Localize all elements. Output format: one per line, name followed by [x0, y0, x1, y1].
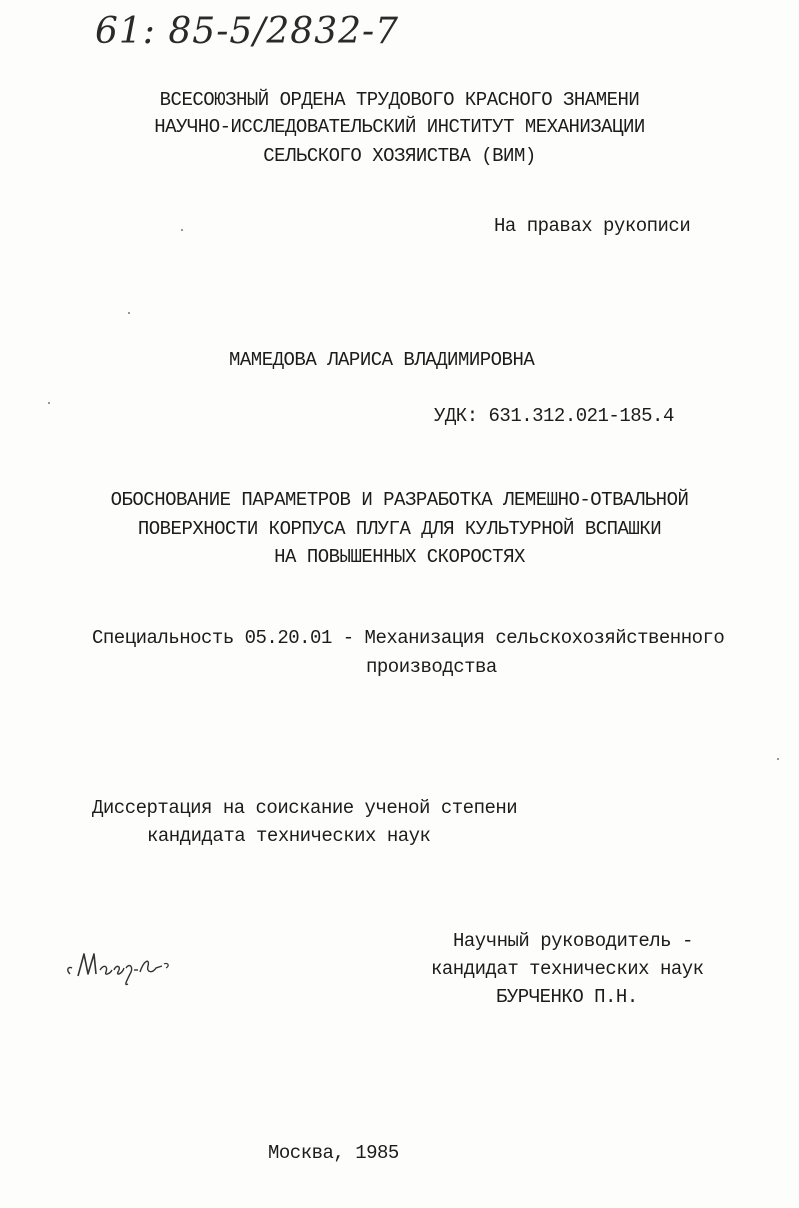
- scan-speck: [48, 402, 50, 404]
- institution-line-2: НАУЧНО-ИССЛЕДОВАТЕЛЬСКИЙ ИНСТИТУТ МЕХАНИЗАЦИИ: [154, 116, 645, 138]
- scan-speck: [181, 229, 183, 231]
- institution-line-3: СЕЛЬСКОГО ХОЗЯИСТВА (ВИМ): [263, 145, 536, 167]
- scan-speck: [128, 312, 130, 314]
- dissertation-line-2: кандидата технических наук: [147, 825, 431, 847]
- institution-line-1: ВСЕСОЮЗНЫЙ ОРДЕНА ТРУДОВОГО КРАСНОГО ЗНАМЕНИ: [159, 89, 640, 111]
- specialty-line-1: Специальность 05.20.01 - Механизация сельскохозяйственного: [92, 627, 725, 649]
- dissertation-line-1: Диссертация на соискание ученой степени: [92, 797, 518, 819]
- specialty-line-2: производства: [366, 656, 497, 678]
- manuscript-rights: На правах рукописи: [494, 215, 691, 237]
- supervisor-line-2: кандидат технических наук: [431, 958, 704, 980]
- title-line-3: НА ПОВЫШЕННЫХ СКОРОСТЯХ: [274, 546, 525, 568]
- author-signature: [60, 940, 180, 988]
- title-line-1: ОБОСНОВАНИЕ ПАРАМЕТРОВ И РАЗРАБОТКА ЛЕМЕШНО-ОТВАЛЬНОЙ: [110, 489, 689, 511]
- supervisor-line-3: БУРЧЕНКО П.Н.: [496, 986, 638, 1008]
- title-line-2: ПОВЕРХНОСТИ КОРПУСА ПЛУГА ДЛЯ КУЛЬТУРНОЙ ВСПАШКИ: [137, 518, 662, 540]
- city-year: Москва, 1985: [268, 1142, 399, 1164]
- archive-number: 61: 85-5/2832-7: [95, 11, 400, 52]
- author-name: МАМЕДОВА ЛАРИСА ВЛАДИМИРОВНА: [229, 349, 535, 371]
- udk-code: УДК: 631.312.021-185.4: [434, 405, 674, 427]
- scan-speck: [777, 758, 779, 760]
- supervisor-line-1: Научный руководитель -: [453, 930, 693, 952]
